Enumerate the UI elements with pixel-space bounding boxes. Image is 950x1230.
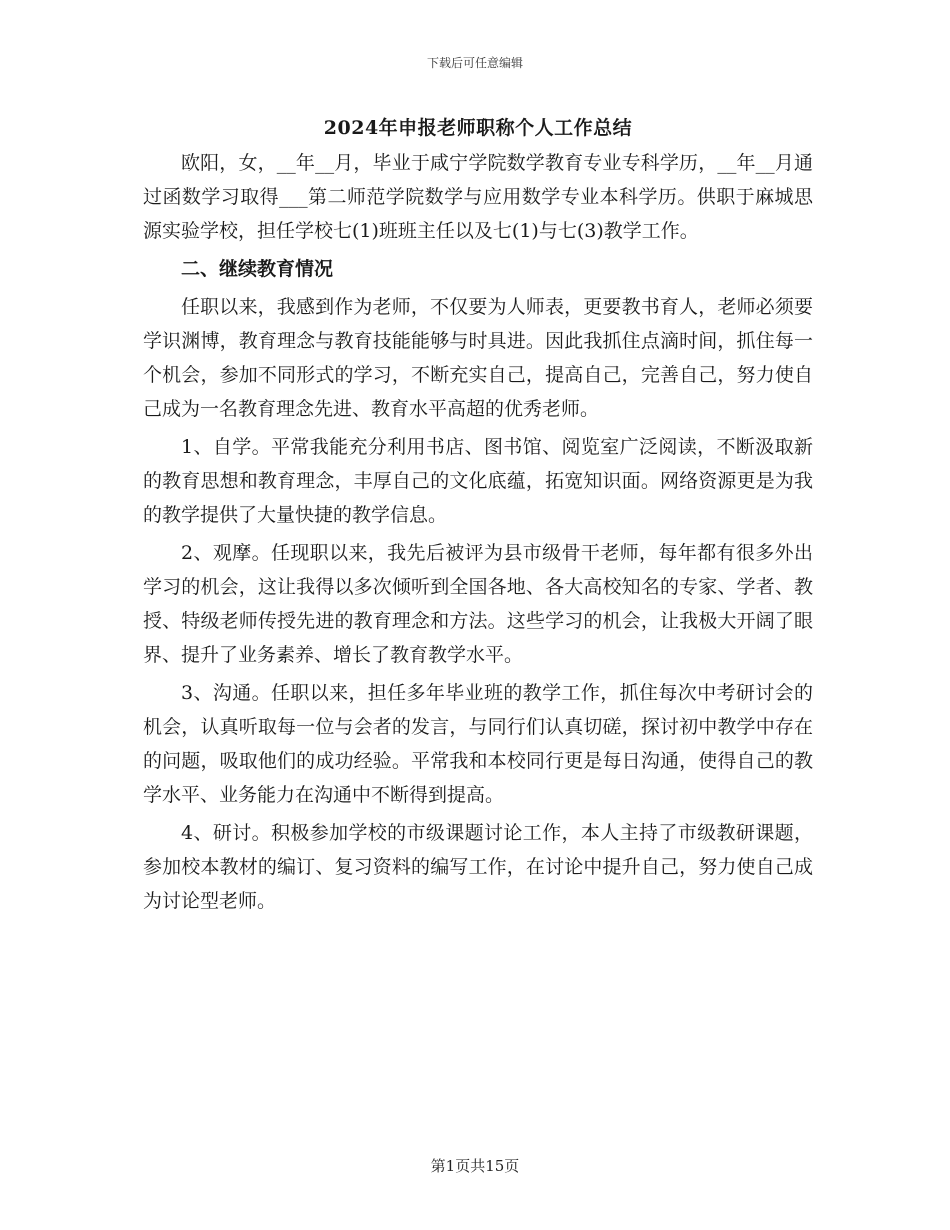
item-observation: 2、观摩。任现职以来，我先后被评为县市级骨干老师，每年都有很多外出学习的机会，这让我得以多次倾听到全国各地、各大高校知名的专家、学者、教授、特级老师传授先进的教育理念和方法。这些学习的机会，让我极大开阔了眼界、提升了业务素养、增长了教育教学水平。 [143,542,813,666]
page-number: 第1页共15页 [430,1157,520,1175]
section-intro-paragraph: 任职以来，我感到作为老师，不仅要为人师表，更要教书育人，老师必须要学识渊博，教育理念与教育技能能够与时具进。因此我抓住点滴时间，抓住每一个机会，参加不同形式的学习，不断充实自己，提高自己，完善自己，努力使自己成为一名教育理念先进、教育水平高超的优秀老师。 [143,296,813,420]
item-self-study: 1、自学。平常我能充分利用书店、图书馆、阅览室广泛阅读，不断汲取新的教育思想和教育理念，丰厚自己的文化底蕴，拓宽知识面。网络资源更是为我的教学提供了大量快捷的教学信息。 [143,436,813,526]
intro-paragraph: 欧阳，女，__年__月，毕业于咸宁学院数学教育专业专科学历，__年__月通过函数学习取得___第二师范学院数学与应用数学专业本科学历。供职于麻城思源实验学校，担任学校七(1)班班主任以及七(1)与七(3)教学工作。 [143,152,813,242]
item-research: 4、研讨。积极参加学校的市级课题讨论工作，本人主持了市级教研课题，参加校本教材的编订、复习资料的编写工作，在讨论中提升自己，努力使自己成为讨论型老师。 [143,822,813,912]
document-title: 2024年申报老师职称个人工作总结 [323,117,633,139]
section-heading-continuing-education: 二、继续教育情况 [181,258,334,280]
header-note: 下载后可任意编辑 [426,56,523,70]
document-body [143,112,813,922]
item-communication: 3、沟通。任职以来，担任多年毕业班的教学工作，抓住每次中考研讨会的机会，认真听取每一位与会者的发言，与同行们认真切磋，探讨初中教学中存在的问题，吸取他们的成功经验。平常我和本校同行更是每日沟通，使得自己的教学水平、业务能力在沟通中不断得到提高。 [143,682,813,806]
